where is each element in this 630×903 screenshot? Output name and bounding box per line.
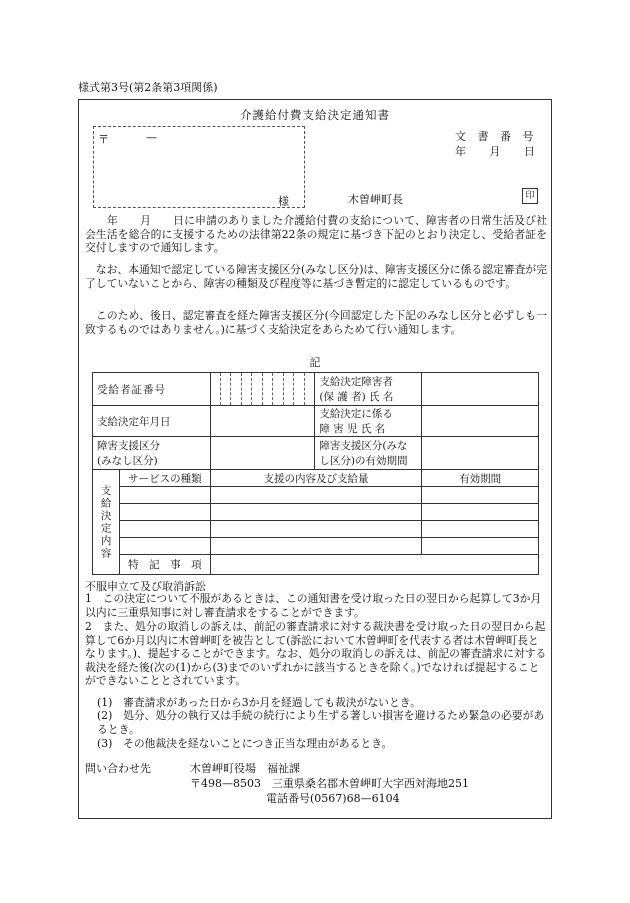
- honorific-sama: 様: [278, 195, 289, 208]
- valid-period-cell: [422, 487, 539, 504]
- decision-person-label-line2: (保 護 者) 氏 名: [319, 391, 394, 403]
- document-title: 介護給付費支給決定通知書: [240, 108, 390, 122]
- child-name-value: [422, 406, 539, 437]
- service-type-header: サービスの種類: [120, 470, 210, 487]
- appeal-section-title: 不服申立て及び取消訴訟: [85, 580, 206, 593]
- service-type-cell: [120, 521, 210, 538]
- support-content-header: 支援の内容及び支給量: [210, 470, 422, 487]
- content-vertical-label: 支給決定内容: [93, 470, 120, 575]
- special-notes-label: 特 記 事 項: [120, 555, 210, 575]
- support-content-cell: [210, 538, 422, 555]
- body-paragraph-3: このため、後日、認定審査を経た障害支援区分(今回認定した下記のみなし区分と必ずしも一致するものではありません。)に基づく支給決定をあらためて行い通知します。: [85, 309, 547, 336]
- recipient-number-label: 受給者証番号: [93, 373, 211, 406]
- appeal-item-2: 2 また、処分の取消しの訴えは、前記の審査請求に対する裁決書を受け取った日の翌日から起算して6か月以内に木曽岬町を被告として(訴訟において木曽岬町を代表する者は木曽岬町長となります。)、提起することができます。なお、処分の取消しの訴えは、前記の審査請求に対する裁決を経た後(次の(1)から(3)までのいずれかに該当するときを除く。)でなければ提起することができないこととされています。: [85, 620, 547, 687]
- valid-period-cell: [422, 504, 539, 521]
- seal-mark: 印: [522, 188, 538, 204]
- support-content-cell: [210, 521, 422, 538]
- support-class-period-value: [422, 437, 539, 470]
- valid-period-header: 有効期間: [422, 470, 539, 487]
- decision-person-value: [422, 373, 539, 406]
- recipient-number-cell: [262, 373, 272, 406]
- table-row: [93, 487, 539, 504]
- recipient-number-cell: [294, 373, 304, 406]
- support-class-label-line2: (みなし区分): [97, 455, 158, 467]
- table-row: [93, 538, 539, 555]
- appeal-item-1: 1 この決定について不服があるときは、この通知書を受け取った日の翌日から起算して3か月以内に三重県知事に対し審査請求をすることができます。: [85, 592, 542, 619]
- contact-telephone: 電話番号(0567)68—6104: [266, 792, 400, 805]
- appeal-subitem-1: (1) 審査請求があった日から3か月を経過しても裁決がないとき。: [97, 696, 421, 709]
- postal-dash: —: [146, 131, 157, 144]
- address-box: [93, 126, 305, 208]
- service-type-cell: [120, 504, 210, 521]
- valid-period-cell: [422, 521, 539, 538]
- recipient-number-cell: [304, 373, 314, 406]
- child-name-label-line1: 支給決定に係る: [319, 408, 393, 420]
- postal-mark: 〒: [98, 133, 109, 146]
- child-name-label: [315, 406, 422, 437]
- support-class-value: [210, 437, 315, 470]
- recipient-number-cell: [252, 373, 262, 406]
- support-content-cell: [210, 504, 422, 521]
- form-label: 様式第3号(第2条第3項関係): [78, 81, 218, 94]
- decision-date-label: 支給決定年月日: [93, 406, 211, 437]
- contact-address: 〒498—8503 三重県桑名郡木曽岬町大字西対海地251: [190, 777, 469, 790]
- recipient-number-cell: [273, 373, 283, 406]
- decision-record-table: [92, 372, 539, 575]
- recipient-number-cell: [231, 373, 241, 406]
- ki-heading: 記: [309, 356, 321, 369]
- recipient-number-cell: [221, 373, 231, 406]
- support-class-period-label: [315, 437, 422, 470]
- body-paragraph-1: 年 月 日に申請のありました介護給付費の支給について、障害者の日常生活及び社会生活を総合的に支援するための法律第22条の規定に基づき下記のとおり決定し、受給者証を交付しますので通知します。: [85, 214, 547, 254]
- table-row: [93, 504, 539, 521]
- child-name-label-line2: 障 害 児 氏 名: [319, 423, 386, 435]
- recipient-number-cell: [241, 373, 251, 406]
- table-row: [93, 521, 539, 538]
- decision-person-label-line1: 支給決定障害者: [319, 376, 393, 388]
- recipient-number-cell: [283, 373, 293, 406]
- recipient-number-cell: [210, 373, 220, 406]
- support-class-period-line2: し区分)の有効期間: [319, 455, 408, 467]
- support-class-period-line1: 障害支援区分(みな: [319, 440, 408, 452]
- support-class-label-line1: 障害支援区分: [97, 440, 160, 452]
- special-notes-value: [210, 555, 538, 575]
- support-content-cell: [210, 487, 422, 504]
- body-paragraph-2: なお、本通知で認定している障害支援区分(みなし区分)は、障害支援区分に係る認定審査が完了していないことから、障害の種類及び程度等に基づき暫定的に認定しているものです。: [85, 263, 547, 290]
- issuer-name: 木曽岬町長: [348, 193, 403, 206]
- support-class-label: [93, 437, 211, 470]
- contact-heading: 問い合わせ先: [85, 762, 151, 775]
- issue-date-label: 年 月 日: [455, 145, 535, 158]
- valid-period-cell: [422, 538, 539, 555]
- appeal-subitem-3: (3) その他裁決を経ないことにつき正当な理由があるとき。: [97, 737, 393, 750]
- service-type-cell: [120, 487, 210, 504]
- decision-person-label: [315, 373, 422, 406]
- appeal-subitem-2: (2) 処分、処分の執行又は手続の続行により生ずる著しい損害を避けるため緊急の必要があるとき。: [97, 709, 545, 736]
- service-type-cell: [120, 538, 210, 555]
- decision-date-value: [210, 406, 315, 437]
- contact-office: 木曽岬町役場 福祉課: [190, 762, 300, 775]
- document-number-label: 文 書 番 号: [455, 130, 538, 143]
